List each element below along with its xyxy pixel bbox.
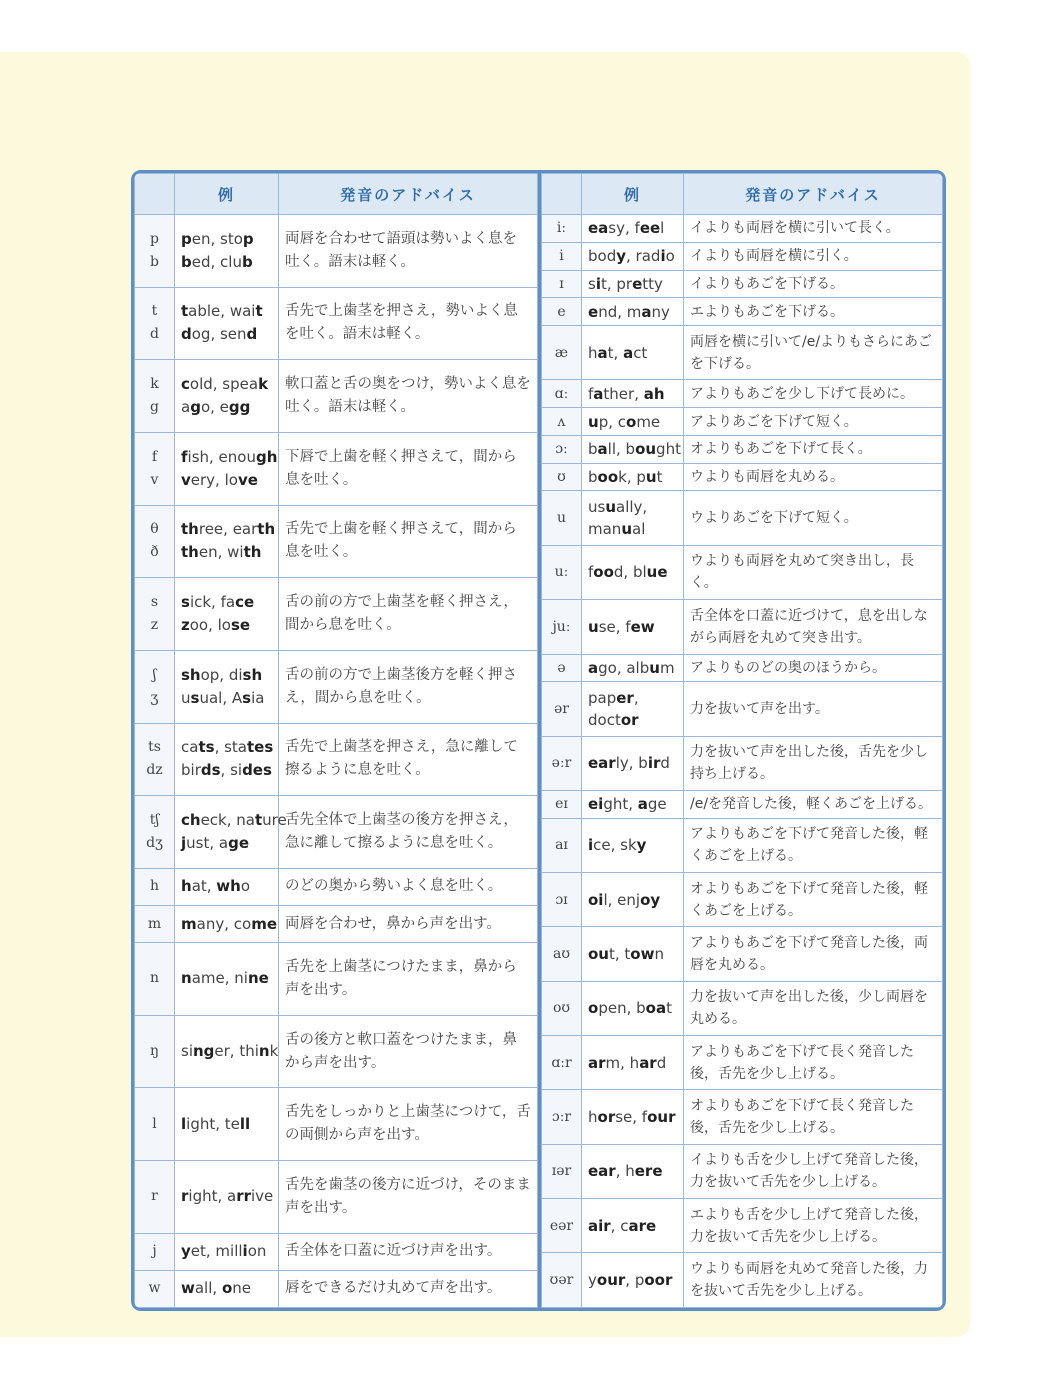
- header-symbol: [542, 174, 582, 215]
- pronunciation-table-frame: [131, 170, 946, 1311]
- symbol-line: ʊ: [557, 469, 566, 486]
- example-line: many, come: [181, 914, 277, 933]
- example-words: [582, 380, 684, 408]
- example-words: [582, 654, 684, 682]
- example-words: [582, 215, 684, 243]
- example-words: [175, 943, 279, 1016]
- example-line: pen, stop: [181, 229, 254, 248]
- example-line: yet, million: [181, 1242, 267, 1261]
- phonetic-symbol: [542, 818, 582, 872]
- header-example: 例: [175, 174, 279, 215]
- symbol-line: ts: [148, 739, 161, 756]
- symbol-line: ð: [150, 544, 159, 561]
- example-words: [582, 790, 684, 818]
- example-words: [582, 326, 684, 380]
- phonetic-symbol: [542, 298, 582, 326]
- phonetic-symbol: [135, 868, 175, 905]
- table-row: [542, 1144, 943, 1198]
- table-row: [542, 1090, 943, 1144]
- pronunciation-advice: 舌全体を口蓋に近づけ声を出す。: [279, 1233, 538, 1270]
- phonetic-symbol: [542, 1253, 582, 1308]
- example-line: early, bird: [588, 754, 670, 773]
- symbol-line: ɔː: [555, 441, 568, 458]
- symbol-line: uː: [554, 564, 569, 581]
- table-row: [135, 650, 538, 723]
- example-line: cold, speak: [181, 375, 269, 394]
- pronunciation-advice: アよりものどの奥のほうから。: [684, 654, 943, 682]
- phonetic-symbol: [135, 215, 175, 288]
- symbol-line: ʒ: [150, 689, 159, 706]
- table-row: [135, 360, 538, 433]
- pronunciation-advice: オよりもあごを下げて長く発音した後，舌先を少し上げる。: [684, 1090, 943, 1144]
- example-line: horse, four: [588, 1108, 676, 1127]
- table-row: [542, 463, 943, 491]
- phonetic-symbol: [542, 873, 582, 927]
- symbol-line: l: [152, 1115, 157, 1132]
- pronunciation-advice: 舌先全体で上歯茎の後方を押さえ，急に離して擦るように息を吐く。: [279, 796, 538, 869]
- table-row: [135, 943, 538, 1016]
- example-words: [175, 215, 279, 288]
- phonetic-symbol: [542, 326, 582, 380]
- phonetic-symbol: [542, 435, 582, 463]
- example-line: right, arrive: [181, 1187, 274, 1206]
- symbol-line: ɑː: [554, 385, 569, 402]
- example-line: end, many: [588, 302, 670, 321]
- phonetic-symbol: [135, 796, 175, 869]
- table-row: [135, 1088, 538, 1161]
- example-line: air, care: [588, 1216, 657, 1235]
- table-row: [542, 242, 943, 270]
- symbol-line: ʌ: [557, 413, 566, 430]
- phonetic-symbol: [542, 215, 582, 243]
- table-row: [542, 408, 943, 436]
- phonetic-symbol: [135, 432, 175, 505]
- table-row: [542, 380, 943, 408]
- symbol-line: dʒ: [146, 835, 163, 852]
- phonetic-symbol: [135, 1161, 175, 1234]
- symbol-line: e: [557, 303, 566, 320]
- example-line: ear, here: [588, 1162, 663, 1181]
- example-line: oil, enjoy: [588, 890, 661, 909]
- table-row: [135, 723, 538, 796]
- table-row: [135, 505, 538, 578]
- pronunciation-advice: エよりもあごを下げる。: [684, 298, 943, 326]
- table-row: [542, 736, 943, 790]
- header-row: [542, 174, 943, 215]
- example-line: out, town: [588, 945, 664, 964]
- pronunciation-advice: アよりもあごを少し下げて長めに。: [684, 380, 943, 408]
- pronunciation-advice: エよりも舌を少し上げて発音した後，力を抜いて舌先を少し上げる。: [684, 1199, 943, 1253]
- symbol-line: juː: [552, 618, 571, 635]
- phonetic-symbol: [542, 600, 582, 654]
- phonetic-symbol: [542, 491, 582, 545]
- example-line: three, earth: [181, 520, 276, 539]
- phonetic-symbol: [135, 906, 175, 943]
- phonetic-symbol: [542, 463, 582, 491]
- example-line: sit, pretty: [588, 274, 663, 293]
- pronunciation-advice: 舌の前の方で上歯茎を軽く押さえ，間から息を吐く。: [279, 578, 538, 651]
- symbol-line: d: [150, 326, 159, 343]
- pronunciation-advice: イよりも両唇を横に引く。: [684, 242, 943, 270]
- example-line: ago, egg: [181, 398, 251, 417]
- phonetic-symbol: [135, 578, 175, 651]
- pronunciation-advice: 下唇で上歯を軽く押さえて，間から息を吐く。: [279, 432, 538, 505]
- example-line: fish, enough: [181, 447, 278, 466]
- pronunciation-advice: 両唇を横に引いて/e/よりもさらにあごを下げる。: [684, 326, 943, 380]
- symbol-line: ɪər: [551, 1163, 572, 1180]
- phonetic-symbol: [135, 1015, 175, 1088]
- header-advice: 発音のアドバイス: [684, 174, 943, 215]
- table-row: [542, 654, 943, 682]
- example-words: [582, 242, 684, 270]
- phonetic-symbol: [542, 736, 582, 790]
- example-words: [582, 545, 684, 599]
- example-words: [582, 1199, 684, 1253]
- pronunciation-advice: イよりもあごを下げる。: [684, 270, 943, 298]
- table-row: [542, 326, 943, 380]
- example-line: up, come: [588, 412, 661, 431]
- symbol-line: w: [148, 1280, 161, 1297]
- pronunciation-advice: ウよりも両唇を丸めて発音した後，力を抜いて舌先を少し上げる。: [684, 1253, 943, 1308]
- table-row: [135, 1270, 538, 1307]
- symbol-line: tʃ: [149, 812, 160, 829]
- table-row: [542, 1253, 943, 1308]
- phonetic-symbol: [542, 654, 582, 682]
- phonetic-symbol: [542, 1090, 582, 1144]
- pronunciation-advice: 力を抜いて声を出した後，少し両唇を丸める。: [684, 981, 943, 1035]
- pronunciation-advice: 軟口蓋と舌の奥をつけ，勢いよく息を吐く。語末は軽く。: [279, 360, 538, 433]
- phonetic-symbol: [542, 682, 582, 736]
- example-line: paper,: [588, 688, 639, 707]
- example-words: [582, 1253, 684, 1308]
- vowel-table: [541, 173, 943, 1308]
- table-row: [542, 298, 943, 326]
- pronunciation-advice: 力を抜いて声を出す。: [684, 682, 943, 736]
- table-row: [542, 435, 943, 463]
- example-words: [175, 505, 279, 578]
- table-row: [135, 868, 538, 905]
- pronunciation-advice: ウよりも両唇を丸めて突き出し，長く。: [684, 545, 943, 599]
- symbol-line: ə: [557, 659, 566, 676]
- symbol-line: f: [151, 448, 158, 465]
- example-line: dog, send: [181, 325, 258, 344]
- pronunciation-advice: 舌先を歯茎の後方に近づけ，そのまま声を出す。: [279, 1161, 538, 1234]
- example-line: eight, age: [588, 795, 667, 814]
- symbol-line: r: [151, 1188, 158, 1205]
- example-words: [582, 873, 684, 927]
- example-line: hat, act: [588, 343, 648, 362]
- example-words: [175, 1233, 279, 1270]
- example-words: [175, 1270, 279, 1307]
- symbol-line: k: [150, 376, 159, 393]
- symbol-line: n: [149, 970, 160, 987]
- example-words: [582, 1144, 684, 1198]
- example-line: name, nine: [181, 969, 269, 988]
- example-words: [175, 650, 279, 723]
- phonetic-symbol: [135, 1270, 175, 1307]
- example-words: [582, 736, 684, 790]
- example-line: cats, states: [181, 738, 274, 757]
- example-line: ball, bought: [588, 440, 681, 459]
- example-line: usual, Asia: [181, 688, 265, 707]
- table-row: [135, 796, 538, 869]
- symbol-line: v: [150, 471, 159, 488]
- pronunciation-advice: アよりもあごを下げて長く発音した後，舌先を少し上げる。: [684, 1036, 943, 1090]
- table-row: [542, 818, 943, 872]
- example-line: easy, feel: [588, 219, 665, 238]
- example-words: [175, 1088, 279, 1161]
- phonetic-symbol: [135, 360, 175, 433]
- example-line: then, with: [181, 543, 262, 562]
- symbol-line: oʊ: [552, 1000, 571, 1017]
- example-line: bed, club: [181, 252, 253, 271]
- symbol-line: b: [150, 253, 159, 270]
- pronunciation-advice: 舌の後方と軟口蓋をつけたまま，鼻から声を出す。: [279, 1015, 538, 1088]
- example-words: [582, 491, 684, 545]
- symbol-line: əːr: [551, 755, 572, 772]
- symbol-line: u: [556, 510, 567, 527]
- example-words: [582, 927, 684, 981]
- phonetic-symbol: [135, 1233, 175, 1270]
- symbol-line: ŋ: [149, 1043, 160, 1060]
- example-words: [175, 906, 279, 943]
- phonetic-symbol: [542, 270, 582, 298]
- example-line: body, radio: [588, 247, 675, 266]
- symbol-line: æ: [554, 344, 569, 361]
- header-row: [135, 174, 538, 215]
- example-line: wall, one: [181, 1279, 251, 1298]
- phonetic-symbol: [542, 242, 582, 270]
- table-row: [135, 906, 538, 943]
- example-words: [582, 981, 684, 1035]
- example-words: [582, 1090, 684, 1144]
- pronunciation-advice: 両唇を合わせて語頭は勢いよく息を吐く。語末は軽く。: [279, 215, 538, 288]
- table-row: [542, 927, 943, 981]
- example-words: [582, 270, 684, 298]
- example-line: arm, hard: [588, 1053, 667, 1072]
- example-words: [582, 600, 684, 654]
- example-line: birds, sides: [181, 761, 272, 780]
- example-line: open, boat: [588, 999, 672, 1018]
- table-row: [135, 1233, 538, 1270]
- pronunciation-advice: 両唇を合わせ，鼻から声を出す。: [279, 906, 538, 943]
- phonetic-symbol: [542, 1036, 582, 1090]
- pronunciation-advice: アよりもあごを下げて発音した後，軽くあごを上げる。: [684, 818, 943, 872]
- pronunciation-advice: ウよりも両唇を丸める。: [684, 463, 943, 491]
- example-words: [582, 435, 684, 463]
- symbol-line: eər: [549, 1217, 574, 1234]
- example-line: your, poor: [588, 1271, 673, 1290]
- symbol-line: m: [147, 915, 162, 932]
- example-words: [175, 287, 279, 360]
- pronunciation-advice: 力を抜いて声を出した後，舌先を少し持ち上げる。: [684, 736, 943, 790]
- symbol-line: j: [152, 1243, 157, 1260]
- example-line: very, love: [181, 470, 258, 489]
- symbol-line: ʃ: [152, 666, 157, 683]
- example-words: [582, 408, 684, 436]
- example-words: [175, 723, 279, 796]
- table-row: [542, 981, 943, 1035]
- phonetic-symbol: [135, 1088, 175, 1161]
- example-words: [582, 463, 684, 491]
- phonetic-symbol: [135, 505, 175, 578]
- example-line: light, tell: [181, 1114, 251, 1133]
- example-words: [582, 682, 684, 736]
- phonetic-symbol: [135, 287, 175, 360]
- phonetic-symbol: [542, 790, 582, 818]
- pronunciation-advice: アよりあごを下げて短く。: [684, 408, 943, 436]
- example-line: ice, sky: [588, 836, 647, 855]
- symbol-line: iː: [556, 220, 567, 237]
- example-line: singer, think: [181, 1042, 279, 1061]
- pronunciation-advice: 舌全体を口蓋に近づけて，息を出しながら両唇を丸めて突き出す。: [684, 600, 943, 654]
- pronunciation-advice: オよりもあごを下げて発音した後，軽くあごを上げる。: [684, 873, 943, 927]
- phonetic-symbol: [542, 1144, 582, 1198]
- example-line: food, blue: [588, 563, 668, 582]
- example-line: book, put: [588, 468, 663, 487]
- symbol-line: aɪ: [555, 837, 568, 854]
- example-line: father, ah: [588, 384, 665, 403]
- table-row: [135, 215, 538, 288]
- symbol-line: ʊər: [549, 1272, 574, 1289]
- consonant-table: [134, 173, 538, 1308]
- table-row: [542, 270, 943, 298]
- example-words: [175, 578, 279, 651]
- example-line: doctor: [588, 710, 639, 729]
- phonetic-symbol: [542, 927, 582, 981]
- table-row: [135, 287, 538, 360]
- symbol-line: ɪ: [559, 275, 564, 292]
- example-line: ago, album: [588, 658, 675, 677]
- symbol-line: s: [150, 594, 159, 611]
- symbol-line: aʊ: [552, 946, 571, 963]
- pronunciation-advice: 舌先で上歯を軽く押さえて，間から息を吐く。: [279, 505, 538, 578]
- symbol-line: θ: [150, 521, 159, 538]
- table-row: [542, 1036, 943, 1090]
- example-words: [175, 432, 279, 505]
- phonetic-symbol: [542, 1199, 582, 1253]
- example-words: [175, 868, 279, 905]
- pronunciation-advice: /e/を発音した後，軽くあごを上げる。: [684, 790, 943, 818]
- table-row: [542, 491, 943, 545]
- phonetic-symbol: [135, 650, 175, 723]
- pronunciation-advice: 唇をできるだけ丸めて声を出す。: [279, 1270, 538, 1307]
- table-row: [542, 790, 943, 818]
- phonetic-symbol: [542, 408, 582, 436]
- pronunciation-advice: オよりもあごを下げて長く。: [684, 435, 943, 463]
- header-symbol: [135, 174, 175, 215]
- table-row: [542, 600, 943, 654]
- symbol-line: ɔːr: [551, 1109, 572, 1126]
- table-row: [542, 545, 943, 599]
- example-line: manual: [588, 520, 646, 539]
- example-words: [175, 1015, 279, 1088]
- example-line: shop, dish: [181, 665, 263, 684]
- pronunciation-advice: 舌先で上歯茎を押さえ，急に離して擦るように息を吐く。: [279, 723, 538, 796]
- symbol-line: ər: [554, 700, 569, 717]
- example-words: [175, 360, 279, 433]
- table-row: [542, 682, 943, 736]
- example-words: [582, 818, 684, 872]
- example-line: check, nature: [181, 811, 287, 830]
- pronunciation-advice: ウよりあごを下げて短く。: [684, 491, 943, 545]
- symbol-line: p: [150, 230, 159, 247]
- phonetic-symbol: [135, 943, 175, 1016]
- example-words: [175, 796, 287, 869]
- pronunciation-advice: のどの奥から勢いよく息を吐く。: [279, 868, 538, 905]
- pronunciation-advice: イよりも舌を少し上げて発音した後，力を抜いて舌先を少し上げる。: [684, 1144, 943, 1198]
- symbol-line: eɪ: [555, 796, 568, 813]
- table-row: [135, 432, 538, 505]
- symbol-line: ɔɪ: [555, 891, 568, 908]
- symbol-line: h: [149, 878, 160, 895]
- table-row: [135, 578, 538, 651]
- header-advice: 発音のアドバイス: [279, 174, 538, 215]
- symbol-line: t: [151, 303, 158, 320]
- example-line: sick, face: [181, 593, 255, 612]
- example-line: usually,: [588, 498, 648, 517]
- phonetic-symbol: [542, 545, 582, 599]
- table-row: [135, 1015, 538, 1088]
- pronunciation-advice: 舌の前の方で上歯茎後方を軽く押さえ，間から息を吐く。: [279, 650, 538, 723]
- example-line: hat, who: [181, 877, 251, 896]
- symbol-line: dz: [146, 762, 163, 779]
- phonetic-symbol: [542, 380, 582, 408]
- table-row: [542, 1199, 943, 1253]
- example-words: [582, 1036, 684, 1090]
- example-line: use, few: [588, 617, 655, 636]
- pronunciation-advice: 舌先を上歯茎につけたまま，鼻から声を出す。: [279, 943, 538, 1016]
- table-row: [135, 1161, 538, 1234]
- pronunciation-advice: アよりもあごを下げて発音した後，両唇を丸める。: [684, 927, 943, 981]
- example-line: just, age: [181, 834, 250, 853]
- example-line: table, wait: [181, 302, 263, 321]
- pronunciation-advice: イよりも両唇を横に引いて長く。: [684, 215, 943, 243]
- symbol-line: z: [150, 617, 159, 634]
- table-row: [542, 215, 943, 243]
- symbol-line: ɑːr: [551, 1054, 572, 1071]
- phonetic-symbol: [542, 981, 582, 1035]
- table-row: [542, 873, 943, 927]
- phonetic-symbol: [135, 723, 175, 796]
- example-words: [175, 1161, 279, 1234]
- symbol-line: i: [559, 248, 564, 265]
- pronunciation-advice: 舌先をしっかりと上歯茎につけて，舌の両側から声を出す。: [279, 1088, 538, 1161]
- example-words: [582, 298, 684, 326]
- example-line: zoo, lose: [181, 616, 251, 635]
- pronunciation-advice: 舌先で上歯茎を押さえ，勢いよく息を吐く。語末は軽く。: [279, 287, 538, 360]
- header-example: 例: [582, 174, 684, 215]
- symbol-line: g: [150, 399, 159, 416]
